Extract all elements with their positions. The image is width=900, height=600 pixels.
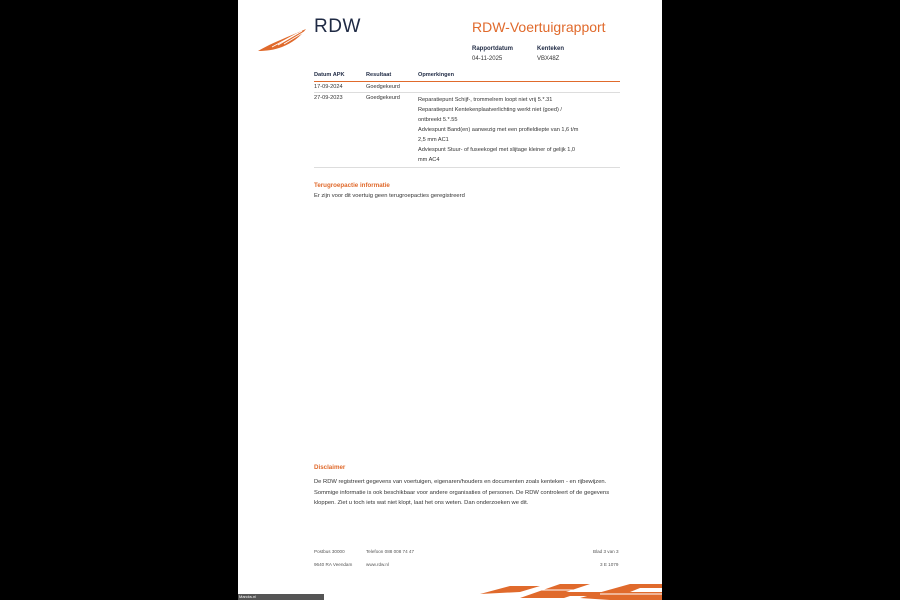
recall-text: Er zijn voor dit voertuig geen terugroepacties geregistreerd: [314, 193, 465, 199]
apk-table-header: [314, 72, 620, 82]
watermark: Marcks.nl: [238, 594, 324, 600]
rdw-wing-logo-icon: [258, 27, 308, 53]
row-date: 17-09-2024: [314, 84, 343, 90]
plate-value: VBX48Z: [537, 56, 560, 62]
report-page: [238, 0, 662, 600]
footer-postbus: Postbus 30000: [314, 549, 345, 554]
header-date: Datum APK: [314, 72, 345, 78]
note-line: Adviespunt Stuur- of fuseekogel met slijtage kleiner of gelijk 1,0: [418, 147, 576, 153]
header-notes: Opmerkingen: [418, 72, 455, 78]
row-result: Goedgekeurd: [366, 95, 400, 101]
table-row: [314, 93, 620, 168]
disclaimer-text: De RDW registreert gegevens van voertuigen, eigenaren/houders en documenten zoals kenteken - en rijbewijzen. Sommige informatie is ook beschikbaar voor andere organisaties of personen. De RDW controleert of de gegevens kloppen. Ziet u toch iets wat niet klopt, laat het ons weten. Dan onderzoeken we dit.: [314, 479, 610, 506]
recall-title: Terugroepactie informatie: [314, 182, 390, 189]
footer-code: 3 E 1079: [600, 562, 619, 567]
report-date-label: Rapportdatum: [472, 46, 513, 52]
header-result: Resultaat: [366, 72, 392, 78]
table-row: [314, 82, 620, 93]
note-line: Reparatiepunt Kentekenplaatverlichting werkt niet (goed) /: [418, 107, 562, 113]
report-date: 04-11-2025: [472, 56, 503, 62]
note-line: mm AC4: [418, 157, 440, 163]
note-line: Adviespunt Band(en) aanwezig met een profieldiepte van 1,6 t/m: [418, 127, 579, 133]
apk-table: [314, 72, 620, 168]
row-notes: [418, 84, 620, 90]
logo-text: RDW: [314, 16, 361, 37]
report-title: RDW-Voertuigrapport: [472, 19, 606, 35]
plate-label: Kenteken: [537, 46, 565, 52]
note-line: Reparatiepunt Schijf-, trommelrem loopt niet vrij 5.*.31: [418, 97, 553, 103]
row-date: 27-09-2023: [314, 95, 343, 101]
footer-phone: Telefoon 088 008 74 47: [366, 549, 415, 554]
note-line: 2,5 mm AC1: [418, 137, 449, 143]
row-result: Goedgekeurd: [366, 84, 400, 90]
row-notes: [418, 95, 620, 165]
footer-web: www.rdw.nl: [366, 562, 389, 567]
footer-city: 9640 RA Veendam: [314, 562, 353, 567]
decorative-stripes-icon: [480, 582, 662, 600]
disclaimer-title: Disclaimer: [314, 464, 346, 471]
footer-page: Blad 3 van 3: [593, 549, 619, 554]
note-line: ontbreekt 5.*.55: [418, 117, 458, 123]
